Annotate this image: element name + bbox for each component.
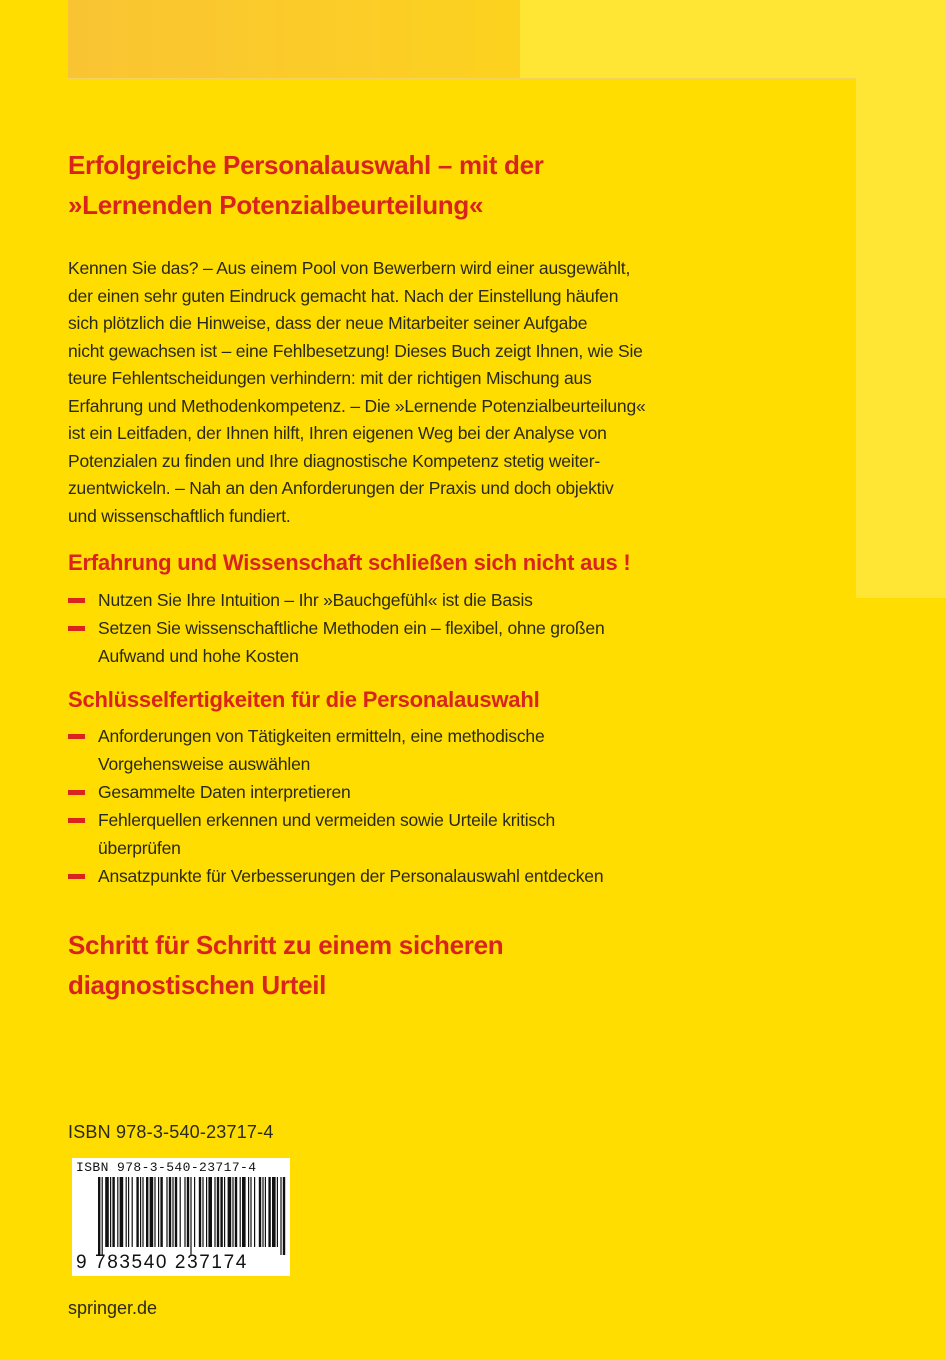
frame-line-top <box>68 78 856 79</box>
list-item-text: Nutzen Sie Ihre Intuition – Ihr »Bauchgefühl« ist die Basis <box>98 590 533 610</box>
barcode-bar <box>254 1177 255 1247</box>
barcode-bar <box>224 1177 225 1247</box>
barcode-bar <box>220 1177 222 1247</box>
barcode-bar <box>277 1177 278 1247</box>
right-light-band <box>856 78 946 598</box>
main-headline <box>68 145 708 225</box>
barcode-bar <box>240 1177 241 1247</box>
barcode-bar <box>98 1177 100 1255</box>
closing-headline-line-2: diagnostischen Urteil <box>68 970 327 1000</box>
publisher-website: springer.de <box>68 1298 158 1318</box>
list-item <box>68 586 768 614</box>
barcode-bar <box>158 1177 159 1247</box>
barcode-bar <box>199 1177 201 1247</box>
list-item-text: Gesammelte Daten interpretieren <box>98 782 351 802</box>
barcode-bar <box>214 1177 215 1247</box>
frame-line-right <box>855 78 856 598</box>
closing-headline-line-1: Schritt für Schritt zu einem sicheren <box>68 930 504 960</box>
barcode-bar <box>132 1177 133 1247</box>
top-left-photo-strip <box>68 0 520 78</box>
barcode-bar <box>150 1177 154 1247</box>
barcode-bar <box>154 1177 155 1247</box>
barcode-bar <box>206 1177 207 1247</box>
list-item-text-continued: überprüfen <box>98 838 181 858</box>
barcode-bar <box>172 1177 173 1247</box>
section-heading-key-skills: Schlüsselfertigkeiten für die Personalauswahl <box>68 687 540 712</box>
barcode-bars <box>98 1177 288 1255</box>
intro-paragraph <box>68 255 708 530</box>
list-item-text-continued: Vorgehensweise auswählen <box>98 754 311 774</box>
dash-bullet-icon <box>68 598 85 603</box>
barcode-bar <box>194 1177 195 1247</box>
barcode-bar <box>268 1177 270 1247</box>
barcode-bar <box>126 1177 127 1247</box>
dash-bullet-icon <box>68 818 85 823</box>
intro-line: Erfahrung und Methodenkompetenz. – Die »Lernende Potenzialbeurteilung« <box>68 395 646 416</box>
top-right-light-band <box>520 0 946 78</box>
barcode-bar <box>142 1177 143 1247</box>
barcode-bar <box>265 1177 266 1247</box>
barcode-bar <box>117 1177 118 1247</box>
intro-line: zuentwickeln. – Nah an den Anforderungen der Praxis und doch objektiv <box>68 478 614 498</box>
list-item <box>68 778 768 806</box>
barcode-bar <box>140 1177 141 1247</box>
barcode-bar <box>184 1177 185 1247</box>
list-item-text: Fehlerquellen erkennen und vermeiden sowie Urteile kritisch <box>98 810 556 830</box>
barcode-bar <box>128 1177 129 1247</box>
list-item <box>68 806 768 862</box>
barcode-bar <box>202 1177 203 1247</box>
main-headline-line-1: Erfolgreiche Personalauswahl – mit der <box>68 150 544 180</box>
barcode-bar <box>228 1177 232 1247</box>
barcode-bar <box>208 1177 212 1247</box>
barcode-bar <box>166 1177 167 1247</box>
barcode-bar <box>169 1177 171 1247</box>
isbn-barcode <box>72 1158 290 1276</box>
barcode-bar <box>235 1177 237 1247</box>
barcode-bar <box>232 1177 233 1247</box>
list-item-text-continued: Aufwand und hohe Kosten <box>98 646 299 666</box>
closing-headline <box>68 925 708 1005</box>
intro-line: und wissenschaftlich fundiert. <box>68 505 291 526</box>
intro-line: teure Fehlentscheidungen verhindern: mit der richtigen Mischung aus <box>68 368 592 388</box>
barcode-bar <box>272 1177 276 1247</box>
list-item <box>68 614 768 670</box>
intro-line: ist ein Leitfaden, der Ihnen hilft, Ihren eigenen Weg bei der Analyse von <box>68 423 607 443</box>
dash-bullet-icon <box>68 874 85 879</box>
bullet-list-key-skills <box>68 722 768 890</box>
barcode-bar <box>110 1177 111 1247</box>
barcode-bar <box>262 1177 263 1247</box>
barcode-bar <box>136 1177 138 1247</box>
barcode-bar <box>283 1177 285 1255</box>
section-heading-experience: Erfahrung und Wissenschaft schließen sich nicht aus ! <box>68 550 631 575</box>
barcode-bar <box>259 1177 261 1247</box>
barcode-bar <box>187 1177 189 1247</box>
barcode-digits: 9 783540 237174 <box>76 1252 248 1273</box>
list-item-text: Setzen Sie wissenschaftliche Methoden ein – flexibel, ohne großen <box>98 618 605 638</box>
intro-line: sich plötzlich die Hinweise, dass der neue Mitarbeiter seiner Aufgabe <box>68 313 588 333</box>
intro-line: der einen sehr guten Eindruck gemacht hat. Nach der Einstellung häufen <box>68 285 619 306</box>
dash-bullet-icon <box>68 626 85 631</box>
list-item-text: Ansatzpunkte für Verbesserungen der Personalauswahl entdecken <box>98 866 604 886</box>
barcode-isbn-text: ISBN 978-3-540-23717-4 <box>76 1160 257 1175</box>
bullet-list-experience <box>68 586 768 670</box>
list-item-text: Anforderungen von Tätigkeiten ermitteln, eine methodische <box>98 726 545 746</box>
barcode-bar <box>280 1177 281 1255</box>
barcode-bar <box>146 1177 148 1247</box>
isbn-label: ISBN 978-3-540-23717-4 <box>68 1122 274 1142</box>
dash-bullet-icon <box>68 734 85 739</box>
barcode-bar <box>248 1177 249 1247</box>
barcode-bar <box>105 1177 109 1247</box>
barcode-bar <box>242 1177 246 1247</box>
barcode-bar <box>190 1177 191 1255</box>
intro-line: nicht gewachsen ist – eine Fehlbesetzung! Dieses Buch zeigt Ihnen, wie Sie <box>68 340 643 361</box>
dash-bullet-icon <box>68 790 85 795</box>
list-item <box>68 722 768 778</box>
barcode-bar <box>250 1177 251 1247</box>
main-headline-line-2: »Lernenden Potenzialbeurteilung« <box>68 190 484 220</box>
barcode-bar <box>102 1177 103 1255</box>
barcode-bar <box>112 1177 114 1247</box>
barcode-bar <box>160 1177 162 1247</box>
barcode-bar <box>180 1177 181 1247</box>
intro-line: Kennen Sie das? – Aus einem Pool von Bewerbern wird einer ausgewählt, <box>68 258 631 278</box>
barcode-bar <box>217 1177 219 1247</box>
barcode-bar <box>175 1177 177 1247</box>
list-item <box>68 862 768 890</box>
intro-line: Potenzialen zu finden und Ihre diagnostische Kompetenz stetig weiter- <box>68 450 600 471</box>
barcode-bar <box>120 1177 124 1247</box>
